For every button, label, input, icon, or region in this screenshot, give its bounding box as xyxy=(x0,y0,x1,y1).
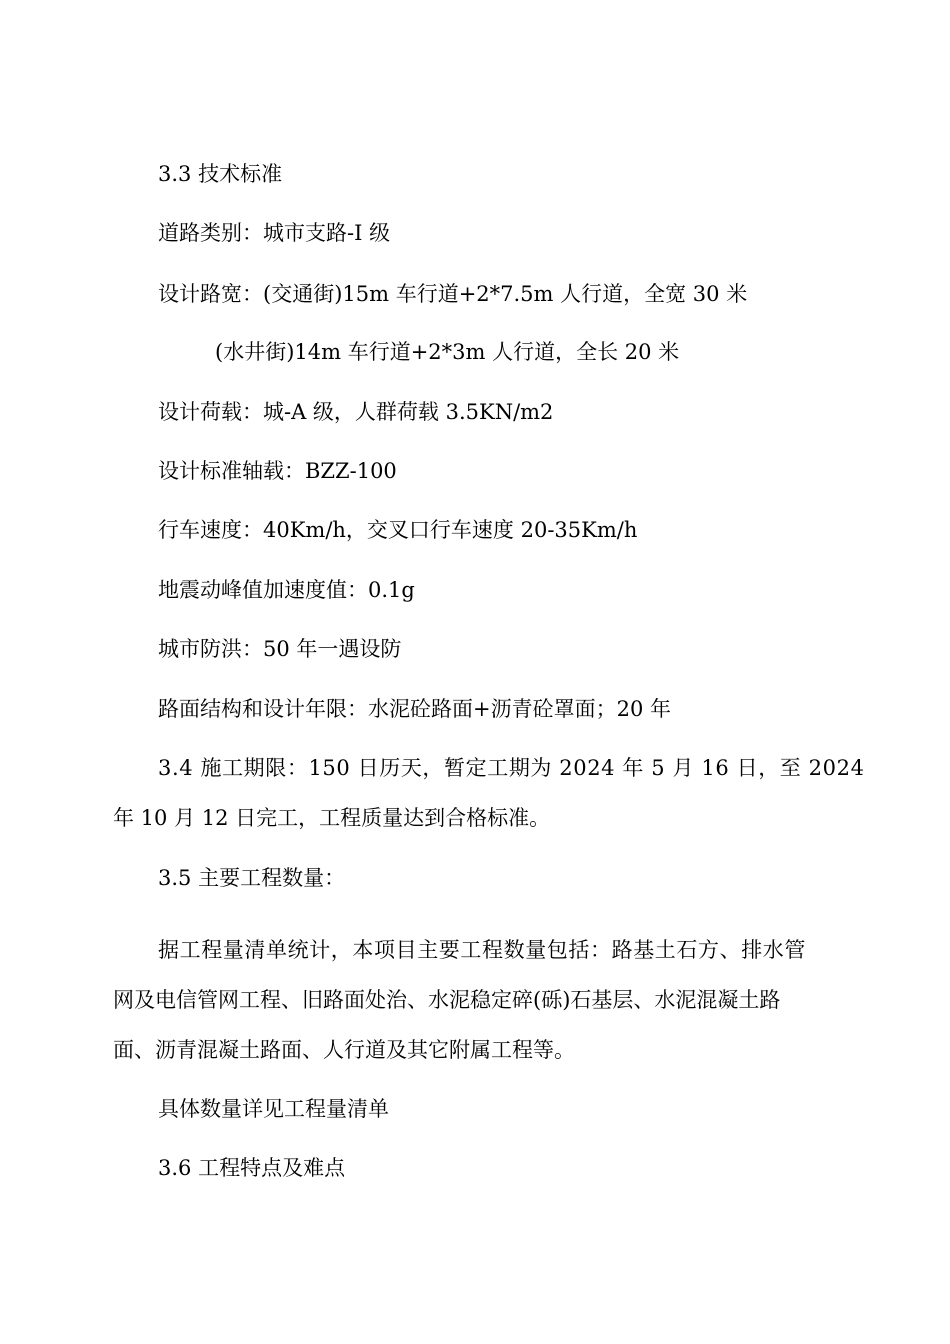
construction-period-line-2: 年 10 月 12 日完工，工程质量达到合格标准。 xyxy=(113,806,551,830)
quantity-detail-line: 具体数量详见工程量清单 xyxy=(158,1097,389,1121)
section-heading-3-5: 3.5 主要工程数量： xyxy=(158,866,346,890)
design-width-line-1: 设计路宽：(交通街)15m 车行道+2*7.5m 人行道，全宽 30 米 xyxy=(158,282,748,306)
section-heading-3-6: 3.6 工程特点及难点 xyxy=(158,1156,346,1180)
road-class-line: 道路类别：城市支路-I 级 xyxy=(158,221,391,245)
construction-period-line-1: 3.4 施工期限：150 日历天，暂定工期为 2024 年 5 月 16 日，至 2024 xyxy=(158,756,865,780)
flood-control-line: 城市防洪：50 年一遇设防 xyxy=(158,637,402,661)
quantity-paragraph-line-3: 面、沥青混凝土路面、人行道及其它附属工程等。 xyxy=(113,1038,575,1062)
axle-load-line: 设计标准轴载：BZZ-100 xyxy=(158,459,397,483)
quantity-paragraph-line-2: 网及电信管网工程、旧路面处治、水泥稳定碎(砾)石基层、水泥混凝土路 xyxy=(113,988,781,1012)
design-width-line-2: (水井街)14m 车行道+2*3m 人行道，全长 20 米 xyxy=(215,340,680,364)
design-load-line: 设计荷载：城-A 级，人群荷载 3.5KN/m2 xyxy=(158,400,554,424)
pavement-structure-line: 路面结构和设计年限：水泥砼路面+沥青砼罩面；20 年 xyxy=(158,697,671,721)
quantity-paragraph-line-1: 据工程量清单统计，本项目主要工程数量包括：路基土石方、排水管 xyxy=(158,938,806,962)
driving-speed-line: 行车速度：40Km/h，交叉口行车速度 20-35Km/h xyxy=(158,518,638,542)
seismic-line: 地震动峰值加速度值：0.1g xyxy=(158,578,415,602)
section-heading-3-3: 3.3 技术标准 xyxy=(158,162,283,186)
